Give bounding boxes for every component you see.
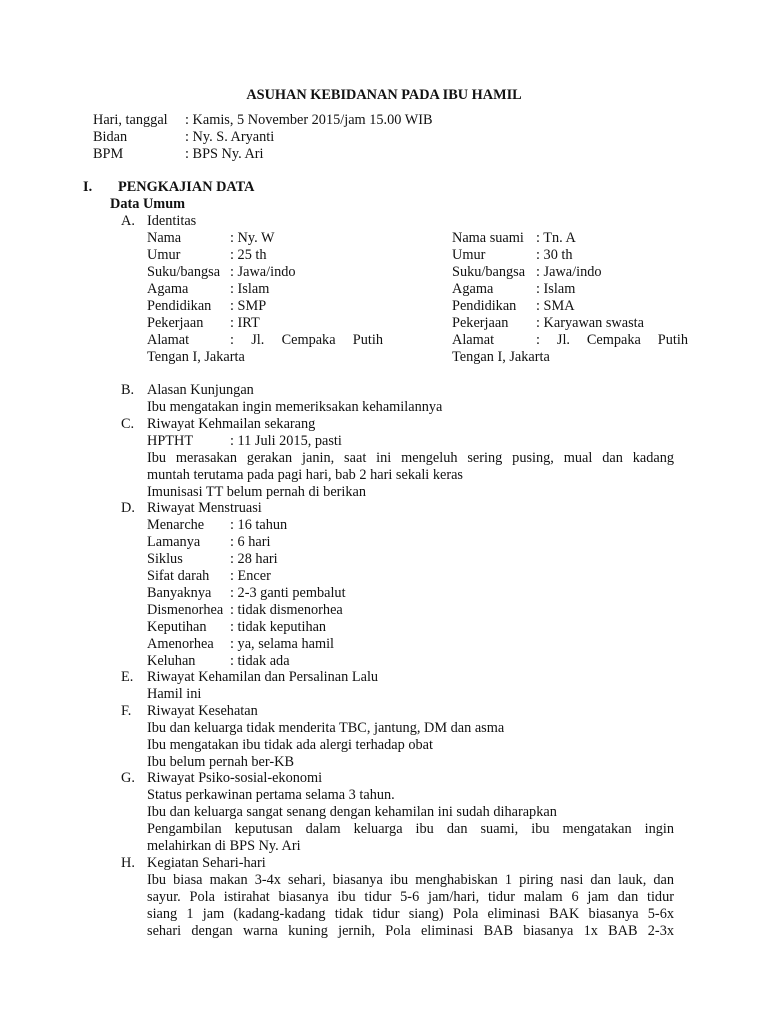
menstruasi-value: : 16 tahun xyxy=(230,517,288,533)
menstruasi-label: Lamanya xyxy=(147,534,201,550)
bpm-label: BPM xyxy=(93,146,124,162)
menstruasi-value: : tidak ada xyxy=(230,653,290,669)
suami-label: Pekerjaan xyxy=(452,315,509,331)
suami-value: : Jawa/indo xyxy=(536,264,602,280)
ibu-label: Alamat xyxy=(147,332,190,348)
suami-alamat-cont: Tengan I, Jakarta xyxy=(452,349,550,365)
menstruasi-value: : Encer xyxy=(230,568,271,584)
ibu-label: Suku/bangsa xyxy=(147,264,221,280)
ibu-value: : Ny. W xyxy=(230,230,275,246)
ibu-alamat-cont: Tengan I, Jakarta xyxy=(147,349,245,365)
menstruasi-value: : 28 hari xyxy=(230,551,278,567)
section-numeral: I. xyxy=(83,179,93,195)
menstruasi-value: : 6 hari xyxy=(230,534,271,550)
bidan-value: : Ny. S. Aryanti xyxy=(185,129,275,145)
g-line: melahirkan di BPS Ny. Ari xyxy=(147,838,301,854)
ibu-value: : Islam xyxy=(230,281,270,297)
menstruasi-label: Sifat darah xyxy=(147,568,210,584)
e-title: Riwayat Kehamilan dan Persalinan Lalu xyxy=(147,669,379,685)
f-line: Ibu mengatakan ibu tidak ada alergi terhadap obat xyxy=(147,737,433,753)
e-letter: E. xyxy=(121,669,134,685)
suami-alamat-value: : Jl. Cempaka Putih xyxy=(536,332,688,348)
h-line: sayur. Pola istirahat biasanya ibu tidur 5-6 jam/hari, tidur malam 6 jam dan tidur xyxy=(147,889,674,905)
b-text: Ibu mengatakan ingin memeriksakan kehamilannya xyxy=(147,399,443,415)
h-line: sehari dengan warna kuning jernih, Pola eliminasi BAB biasanya 1x BAB 2-3x xyxy=(147,923,674,939)
h-line: siang 1 jam (kadang-kadang tidak tidur siang) Pola eliminasi BAK biasanya 5-6x xyxy=(147,906,674,922)
menstruasi-label: Banyaknya xyxy=(147,585,212,601)
menstruasi-label: Menarche xyxy=(147,517,205,533)
ibu-label: Umur xyxy=(147,247,181,263)
ibu-label: Agama xyxy=(147,281,189,297)
suami-label: Umur xyxy=(452,247,486,263)
menstruasi-value: : 2-3 ganti pembalut xyxy=(230,585,346,601)
hpht-label: HPTHT xyxy=(147,433,194,449)
ibu-label: Pendidikan xyxy=(147,298,212,314)
h-line: Ibu biasa makan 3-4x sehari, biasanya ibu menghabiskan 1 piring nasi dan lauk, dan xyxy=(147,872,674,888)
suami-value: : Islam xyxy=(536,281,576,297)
bpm-value: : BPS Ny. Ari xyxy=(185,146,264,162)
g-line: Status perkawinan pertama selama 3 tahun. xyxy=(147,787,395,803)
ibu-alamat-value: : Jl. Cempaka Putih xyxy=(230,332,383,348)
menstruasi-label: Keluhan xyxy=(147,653,196,669)
suami-value: : 30 th xyxy=(536,247,573,263)
suami-label: Alamat xyxy=(452,332,495,348)
suami-label: Nama suami xyxy=(452,230,524,246)
menstruasi-label: Keputihan xyxy=(147,619,207,635)
ibu-label: Nama xyxy=(147,230,182,246)
b-title: Alasan Kunjungan xyxy=(147,382,254,398)
ibu-value: : SMP xyxy=(230,298,267,314)
section-title: PENGKAJIAN DATA xyxy=(118,179,255,195)
d-letter: D. xyxy=(121,500,135,516)
hpht-value: : 11 Juli 2015, pasti xyxy=(230,433,342,449)
menstruasi-value: : tidak dismenorhea xyxy=(230,602,343,618)
c-paragraph-line: Imunisasi TT belum pernah di berikan xyxy=(147,484,367,500)
menstruasi-label: Amenorhea xyxy=(147,636,214,652)
e-text: Hamil ini xyxy=(147,686,202,702)
b-letter: B. xyxy=(121,382,135,398)
suami-value: : Karyawan swasta xyxy=(536,315,644,331)
g-letter: G. xyxy=(121,770,135,786)
d-title: Riwayat Menstruasi xyxy=(147,500,262,516)
menstruasi-label: Siklus xyxy=(147,551,183,567)
g-line: Pengambilan keputusan dalam keluarga ibu dan suami, ibu mengatakan ingin xyxy=(147,821,674,837)
hari-value: : Kamis, 5 November 2015/jam 15.00 WIB xyxy=(185,112,433,128)
f-title: Riwayat Kesehatan xyxy=(147,703,258,719)
section-subtitle: Data Umum xyxy=(110,196,186,212)
f-line: Ibu dan keluarga tidak menderita TBC, jantung, DM dan asma xyxy=(147,720,505,736)
h-title: Kegiatan Sehari-hari xyxy=(147,855,266,871)
suami-label: Suku/bangsa xyxy=(452,264,526,280)
identitas-title: Identitas xyxy=(147,213,197,229)
suami-value: : SMA xyxy=(536,298,575,314)
bidan-label: Bidan xyxy=(93,129,128,145)
menstruasi-value: : ya, selama hamil xyxy=(230,636,335,652)
f-line: Ibu belum pernah ber-KB xyxy=(147,754,295,770)
ibu-value: : IRT xyxy=(230,315,260,331)
c-letter: C. xyxy=(121,416,135,432)
identitas-letter: A. xyxy=(121,213,135,229)
menstruasi-label: Dismenorhea xyxy=(147,602,224,618)
suami-value: : Tn. A xyxy=(536,230,576,246)
c-title: Riwayat Kehmailan sekarang xyxy=(147,416,316,432)
suami-label: Pendidikan xyxy=(452,298,517,314)
document-title: ASUHAN KEBIDANAN PADA IBU HAMIL xyxy=(246,87,522,103)
g-title: Riwayat Psiko-sosial-ekonomi xyxy=(147,770,323,786)
g-line: Ibu dan keluarga sangat senang dengan kehamilan ini sudah diharapkan xyxy=(147,804,557,820)
menstruasi-value: : tidak keputihan xyxy=(230,619,327,635)
ibu-label: Pekerjaan xyxy=(147,315,204,331)
c-paragraph-line: muntah terutama pada pagi hari, bab 2 hari sekali keras xyxy=(147,467,463,483)
ibu-value: : Jawa/indo xyxy=(230,264,296,280)
hari-label: Hari, tanggal xyxy=(93,112,168,128)
ibu-value: : 25 th xyxy=(230,247,267,263)
h-letter: H. xyxy=(121,855,135,871)
c-paragraph-line: Ibu merasakan gerakan janin, saat ini mengeluh sering pusing, mual dan kadang xyxy=(147,450,674,466)
suami-label: Agama xyxy=(452,281,494,297)
f-letter: F. xyxy=(121,703,132,719)
